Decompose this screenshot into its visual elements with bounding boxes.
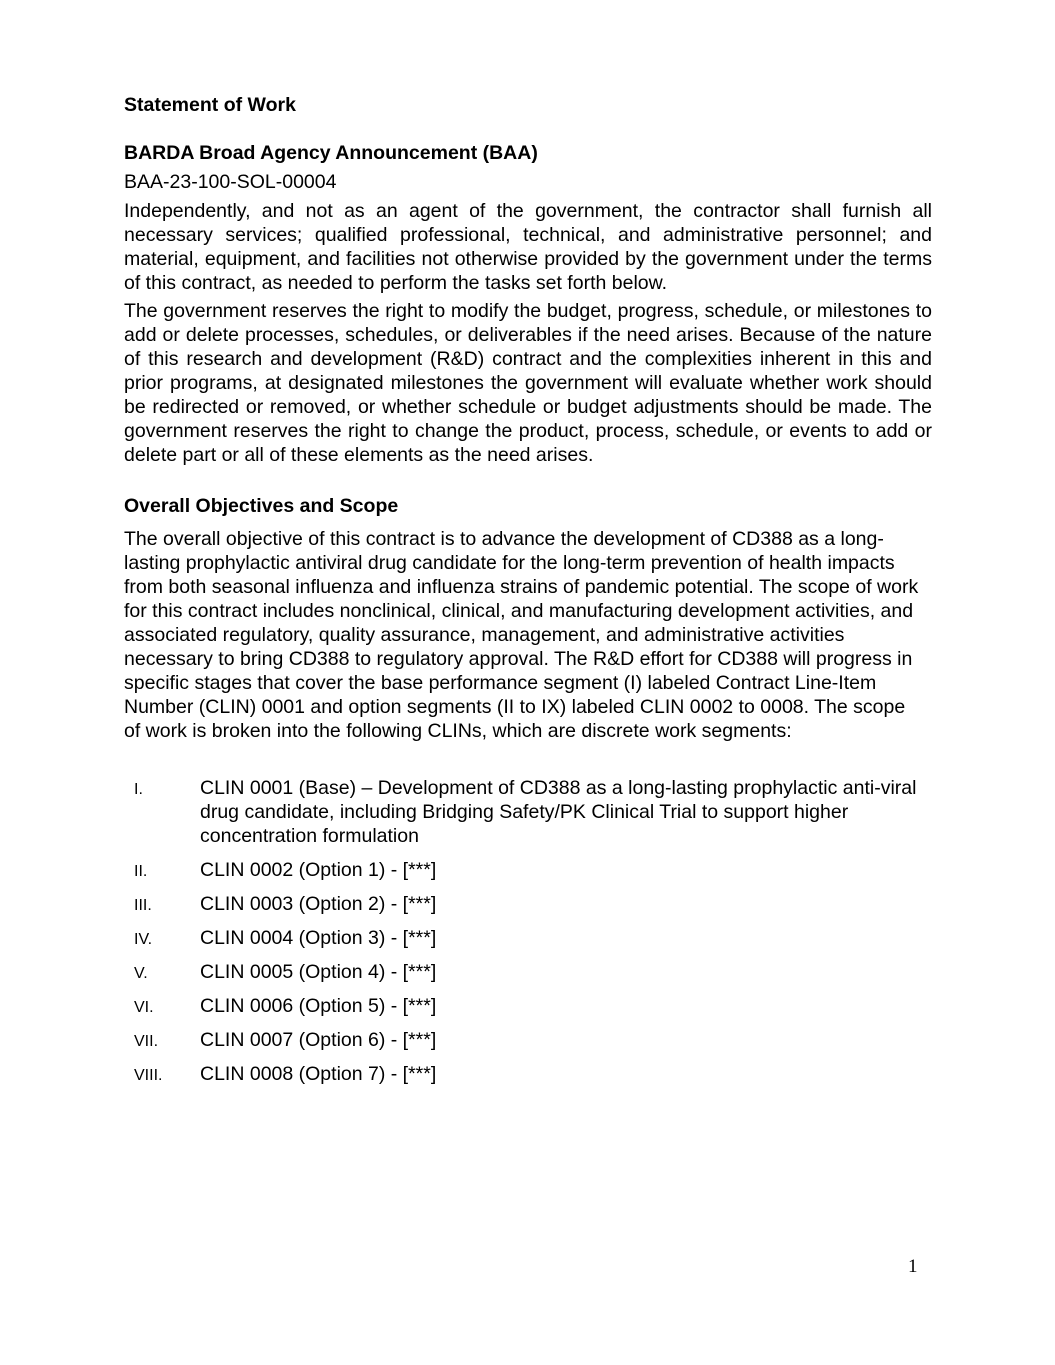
- list-item-text: CLIN 0005 (Option 4) - [***]: [200, 961, 437, 983]
- list-item-number: VII.: [134, 1033, 159, 1050]
- clin-list: [124, 776, 932, 1096]
- list-item-text: CLIN 0002 (Option 1) - [***]: [200, 859, 437, 881]
- section-heading: Overall Objectives and Scope: [124, 495, 399, 517]
- list-item-number: VI.: [134, 999, 154, 1016]
- list-item-text: CLIN 0006 (Option 5) - [***]: [200, 995, 437, 1017]
- list-item: [124, 1062, 932, 1086]
- list-item-text: CLIN 0007 (Option 6) - [***]: [200, 1029, 437, 1051]
- list-item-number: II.: [134, 863, 148, 880]
- list-item-text: CLIN 0004 (Option 3) - [***]: [200, 927, 437, 949]
- list-item-text: CLIN 0003 (Option 2) - [***]: [200, 893, 437, 915]
- list-item: [124, 926, 932, 950]
- document-title: Statement of Work: [124, 94, 296, 116]
- list-item-text: CLIN 0001 (Base) – Development of CD388 as a long-lasting prophylactic anti-viral drug candidate, including Bridging Safety/PK Clinical Trial to support higher concentration formulation: [200, 777, 917, 847]
- reservation-paragraph: The government reserves the right to modify the budget, progress, schedule, or milestones to add or delete processes, schedules, or deliverables if the need arises. Because of the nature of this research and development (R&D) contract and the complexities inherent in this and prior programs, at designated milestones the government will evaluate whether work should be redirected or removed, or whether schedule or budget adjustments should be made. The government reserves the right to change the product, process, schedule, or events to add or delete part or all of these elements as the need arises.: [124, 300, 932, 466]
- list-item: [124, 960, 932, 984]
- list-item-number: IV.: [134, 931, 153, 948]
- list-item-number: V.: [134, 965, 148, 982]
- document-subtitle: BARDA Broad Agency Announcement (BAA): [124, 142, 538, 164]
- list-item: [124, 1028, 932, 1052]
- list-item-number: III.: [134, 897, 152, 914]
- page-number: 1: [908, 1256, 918, 1277]
- list-item-text: CLIN 0008 (Option 7) - [***]: [200, 1063, 437, 1085]
- list-item: [124, 776, 932, 848]
- list-item: [124, 994, 932, 1018]
- list-item-number: I.: [134, 781, 143, 798]
- intro-paragraph: Independently, and not as an agent of the government, the contractor shall furnish all necessary services; qualified professional, technical, and administrative personnel; and material, equipment, and facilities not otherwise provided by the government under the terms of this contract, as needed to perform the tasks set forth below.: [124, 200, 932, 294]
- solicitation-number: BAA-23-100-SOL-00004: [124, 171, 337, 193]
- objectives-paragraph: The overall objective of this contract is to advance the development of CD388 as a long-lasting prophylactic antiviral drug candidate for the long-term prevention of health impacts from both seasonal influenza and influenza strains of pandemic potential. The scope of work for this contract includes nonclinical, clinical, and manufacturing development activities, and associated regulatory, quality assurance, management, and administrative activities necessary to bring CD388 to regulatory approval. The R&D effort for CD388 will progress in specific stages that cover the base performance segment (I) labeled Contract Line-Item Number (CLIN) 0001 and option segments (II to IX) labeled CLIN 0002 to 0008. The scope of work is broken into the following CLINs, which are discrete work segments:: [124, 528, 919, 742]
- list-item-number: VIII.: [134, 1067, 163, 1084]
- list-item: [124, 858, 932, 882]
- list-item: [124, 892, 932, 916]
